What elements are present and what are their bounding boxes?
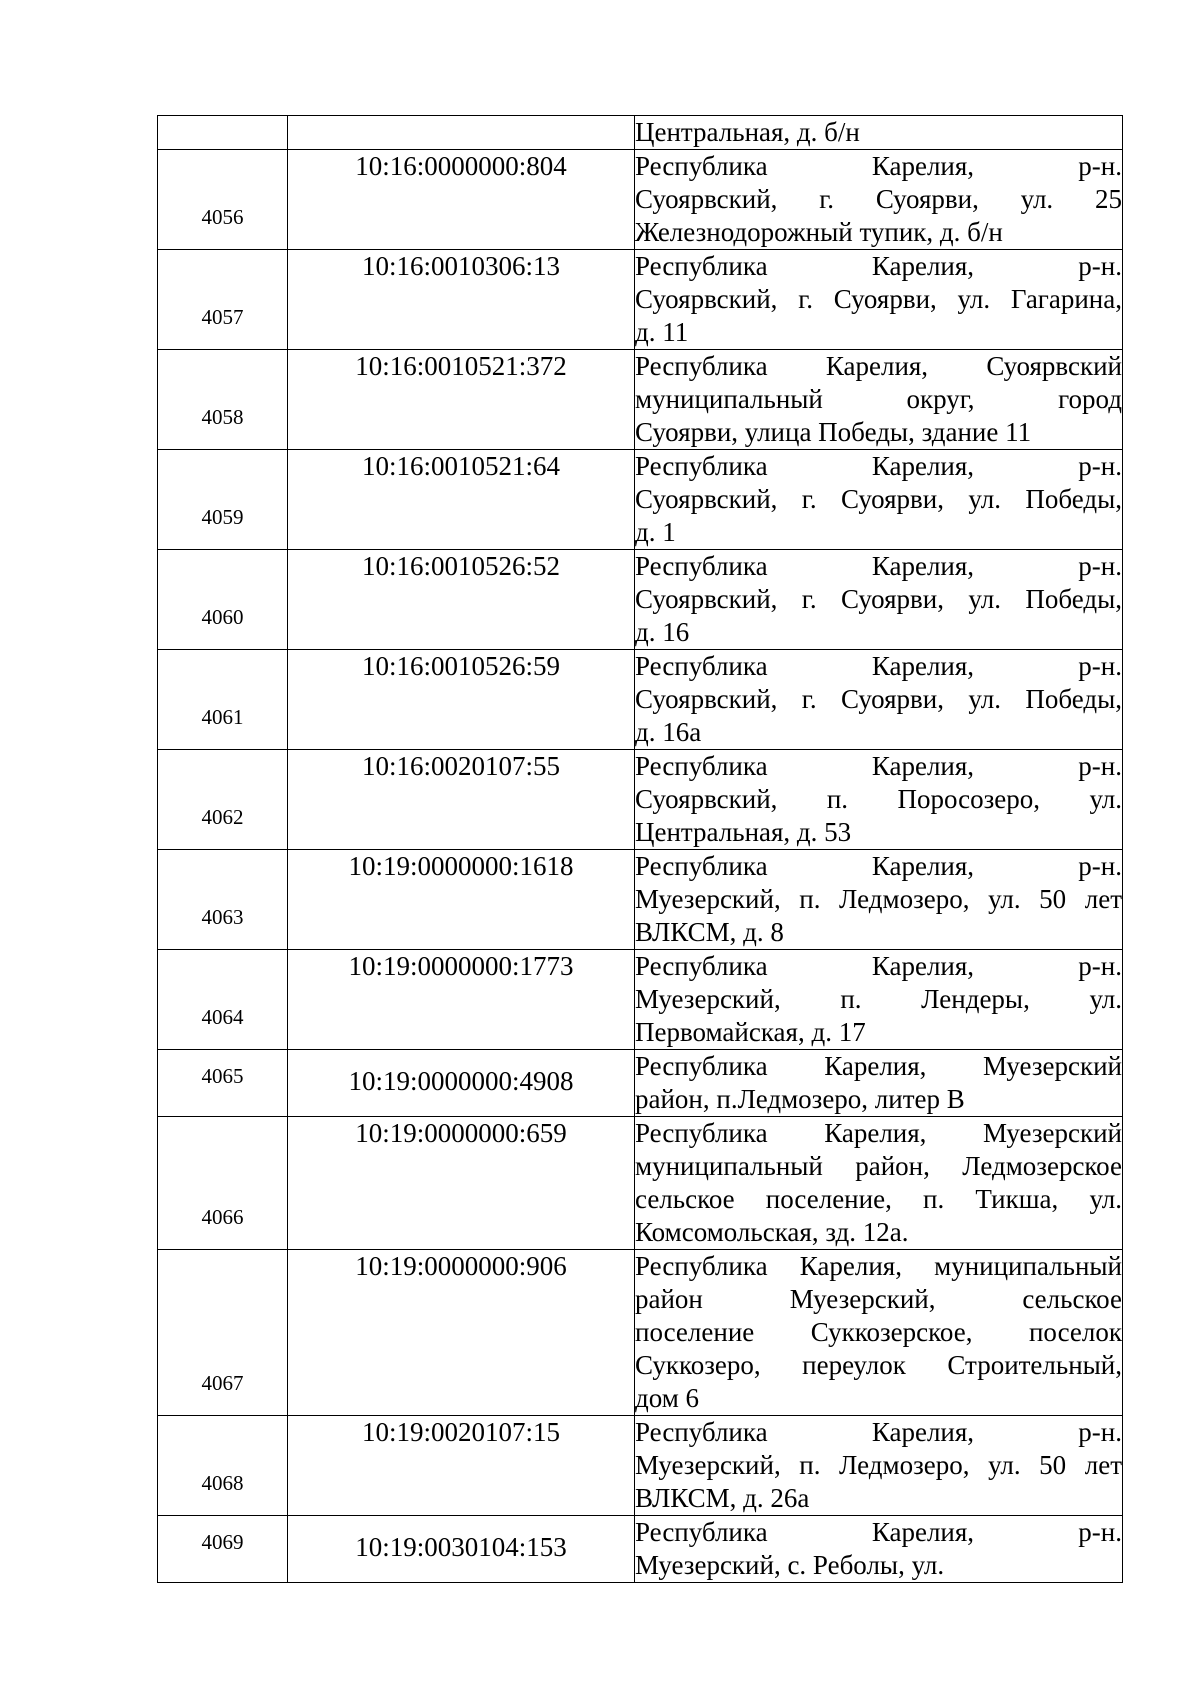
row-number: 4062	[201, 805, 244, 829]
address-line: Суоярвский, г. Суоярви, ул. Победы,	[635, 684, 1122, 714]
row-number-cell	[158, 1050, 288, 1117]
address-line: Республика Карелия, р-н.	[635, 1417, 1122, 1447]
cadastral-number: 10:19:0030104:153	[288, 1516, 635, 1583]
table-row	[158, 1516, 1123, 1583]
address-line: Центральная, д. 53	[635, 817, 852, 847]
row-number-cell	[158, 250, 288, 350]
address-line: Суккозеро, переулок Строительный,	[635, 1350, 1122, 1380]
table-row	[158, 250, 1123, 350]
address-cell	[635, 1050, 1123, 1117]
address-cell	[635, 116, 1123, 150]
address-cell	[635, 1416, 1123, 1516]
row-number-cell	[158, 950, 288, 1050]
table-row	[158, 1117, 1123, 1250]
row-number-cell	[158, 350, 288, 450]
address-line: Муезерский, п. Ледмозеро, ул. 50 лет	[635, 884, 1122, 914]
cadastral-number: 10:16:0010526:52	[288, 550, 635, 650]
cadastral-number: 10:16:0010306:13	[288, 250, 635, 350]
row-number: 4056	[201, 205, 244, 229]
cadastral-number	[288, 116, 635, 150]
address-line: Суоярвский, п. Поросозеро, ул.	[635, 784, 1122, 814]
address-line: Комсомольская, зд. 12а.	[635, 1217, 909, 1247]
table-row	[158, 750, 1123, 850]
address-line: д. 11	[635, 317, 689, 347]
address-cell	[635, 250, 1123, 350]
address-cell	[635, 1117, 1123, 1250]
address-line: Республика Карелия, Муезерский	[635, 1051, 1122, 1081]
row-number-cell	[158, 116, 288, 150]
table-row	[158, 950, 1123, 1050]
row-number-cell	[158, 550, 288, 650]
address-line: Суоярвский, г. Суоярви, ул. Гагарина,	[635, 284, 1122, 314]
address-line: Центральная, д. б/н	[635, 117, 860, 147]
address-line: поселение Суккозерское, поселок	[635, 1317, 1122, 1347]
address-line: Республика Карелия, р-н.	[635, 551, 1122, 581]
row-number: 4063	[201, 905, 244, 929]
row-number-cell	[158, 150, 288, 250]
address-line: д. 1	[635, 517, 676, 547]
address-cell	[635, 550, 1123, 650]
cadastral-number: 10:19:0020107:15	[288, 1416, 635, 1516]
address-line: Муезерский, п. Ледмозеро, ул. 50 лет	[635, 1450, 1122, 1480]
address-line: Суоярвский, г. Суоярви, ул. Победы,	[635, 484, 1122, 514]
registry-table-body	[158, 116, 1123, 1583]
row-number: 4066	[201, 1205, 244, 1229]
cadastral-number: 10:16:0010526:59	[288, 650, 635, 750]
row-number: 4069	[201, 1530, 244, 1554]
address-line: Муезерский, с. Реболы, ул.	[635, 1550, 945, 1580]
address-line: Республика Карелия, муниципальный	[635, 1251, 1122, 1281]
row-number-cell	[158, 1516, 288, 1583]
row-number-cell	[158, 1117, 288, 1250]
row-number-cell	[158, 850, 288, 950]
address-cell	[635, 850, 1123, 950]
cadastral-number: 10:16:0010521:372	[288, 350, 635, 450]
cadastral-number: 10:19:0000000:906	[288, 1250, 635, 1416]
address-line: сельское поселение, п. Тикша, ул.	[635, 1184, 1122, 1214]
address-cell	[635, 350, 1123, 450]
row-number-cell	[158, 1416, 288, 1516]
table-row	[158, 450, 1123, 550]
row-number: 4060	[201, 605, 244, 629]
row-number-cell	[158, 1250, 288, 1416]
cadastral-number: 10:19:0000000:1618	[288, 850, 635, 950]
address-line: район, п.Ледмозеро, литер В	[635, 1084, 965, 1114]
address-line: Республика Карелия, р-н.	[635, 151, 1122, 181]
table-row	[158, 850, 1123, 950]
address-line: Железнодорожный тупик, д. б/н	[635, 217, 1003, 247]
address-cell	[635, 950, 1123, 1050]
row-number: 4059	[201, 505, 244, 529]
address-line: Республика Карелия, р-н.	[635, 451, 1122, 481]
row-number: 4057	[201, 305, 244, 329]
cadastral-number: 10:19:0000000:1773	[288, 950, 635, 1050]
address-line: Республика Карелия, р-н.	[635, 951, 1122, 981]
address-cell	[635, 1516, 1123, 1583]
row-number: 4061	[201, 705, 244, 729]
address-cell	[635, 750, 1123, 850]
address-cell	[635, 1250, 1123, 1416]
row-number-cell	[158, 650, 288, 750]
address-line: ВЛКСМ, д. 26а	[635, 1483, 810, 1513]
address-line: Муезерский, п. Лендеры, ул.	[635, 984, 1122, 1014]
cadastral-number: 10:19:0000000:659	[288, 1117, 635, 1250]
table-row	[158, 116, 1123, 150]
address-line: Суоярвский, г. Суоярви, ул. Победы,	[635, 584, 1122, 614]
cadastral-number: 10:19:0000000:4908	[288, 1050, 635, 1117]
address-line: Республика Карелия, Муезерский	[635, 1118, 1122, 1148]
row-number: 4065	[201, 1064, 244, 1088]
address-line: д. 16	[635, 617, 690, 647]
address-line: муниципальный округ, город	[635, 384, 1122, 414]
address-line: д. 16а	[635, 717, 702, 747]
property-registry-table	[157, 115, 1123, 1583]
table-row	[158, 650, 1123, 750]
address-line: Республика Карелия, р-н.	[635, 851, 1122, 881]
address-line: Первомайская, д. 17	[635, 1017, 866, 1047]
address-line: Республика Карелия, р-н.	[635, 751, 1122, 781]
row-number: 4058	[201, 405, 244, 429]
cadastral-number: 10:16:0020107:55	[288, 750, 635, 850]
address-line: Суоярвский, г. Суоярви, ул. 25	[635, 184, 1122, 214]
address-line: Суоярви, улица Победы, здание 11	[635, 417, 1032, 447]
row-number: 4067	[201, 1371, 244, 1395]
table-row	[158, 150, 1123, 250]
row-number: 4068	[201, 1471, 244, 1495]
address-cell	[635, 150, 1123, 250]
address-line: Республика Карелия, р-н.	[635, 251, 1122, 281]
table-row	[158, 1050, 1123, 1117]
table-row	[158, 550, 1123, 650]
table-row	[158, 350, 1123, 450]
address-line: Республика Карелия, р-н.	[635, 651, 1122, 681]
address-line: муниципальный район, Ледмозерское	[635, 1151, 1122, 1181]
table-row	[158, 1416, 1123, 1516]
row-number-cell	[158, 450, 288, 550]
address-line: ВЛКСМ, д. 8	[635, 917, 784, 947]
address-cell	[635, 650, 1123, 750]
address-line: Республика Карелия, р-н.	[635, 1517, 1122, 1547]
row-number: 4064	[201, 1005, 244, 1029]
address-cell	[635, 450, 1123, 550]
address-line: Республика Карелия, Суоярвский	[635, 351, 1122, 381]
address-line: дом 6	[635, 1383, 700, 1413]
address-line: район Муезерский, сельское	[635, 1284, 1122, 1314]
cadastral-number: 10:16:0010521:64	[288, 450, 635, 550]
row-number-cell	[158, 750, 288, 850]
cadastral-number: 10:16:0000000:804	[288, 150, 635, 250]
table-row	[158, 1250, 1123, 1416]
